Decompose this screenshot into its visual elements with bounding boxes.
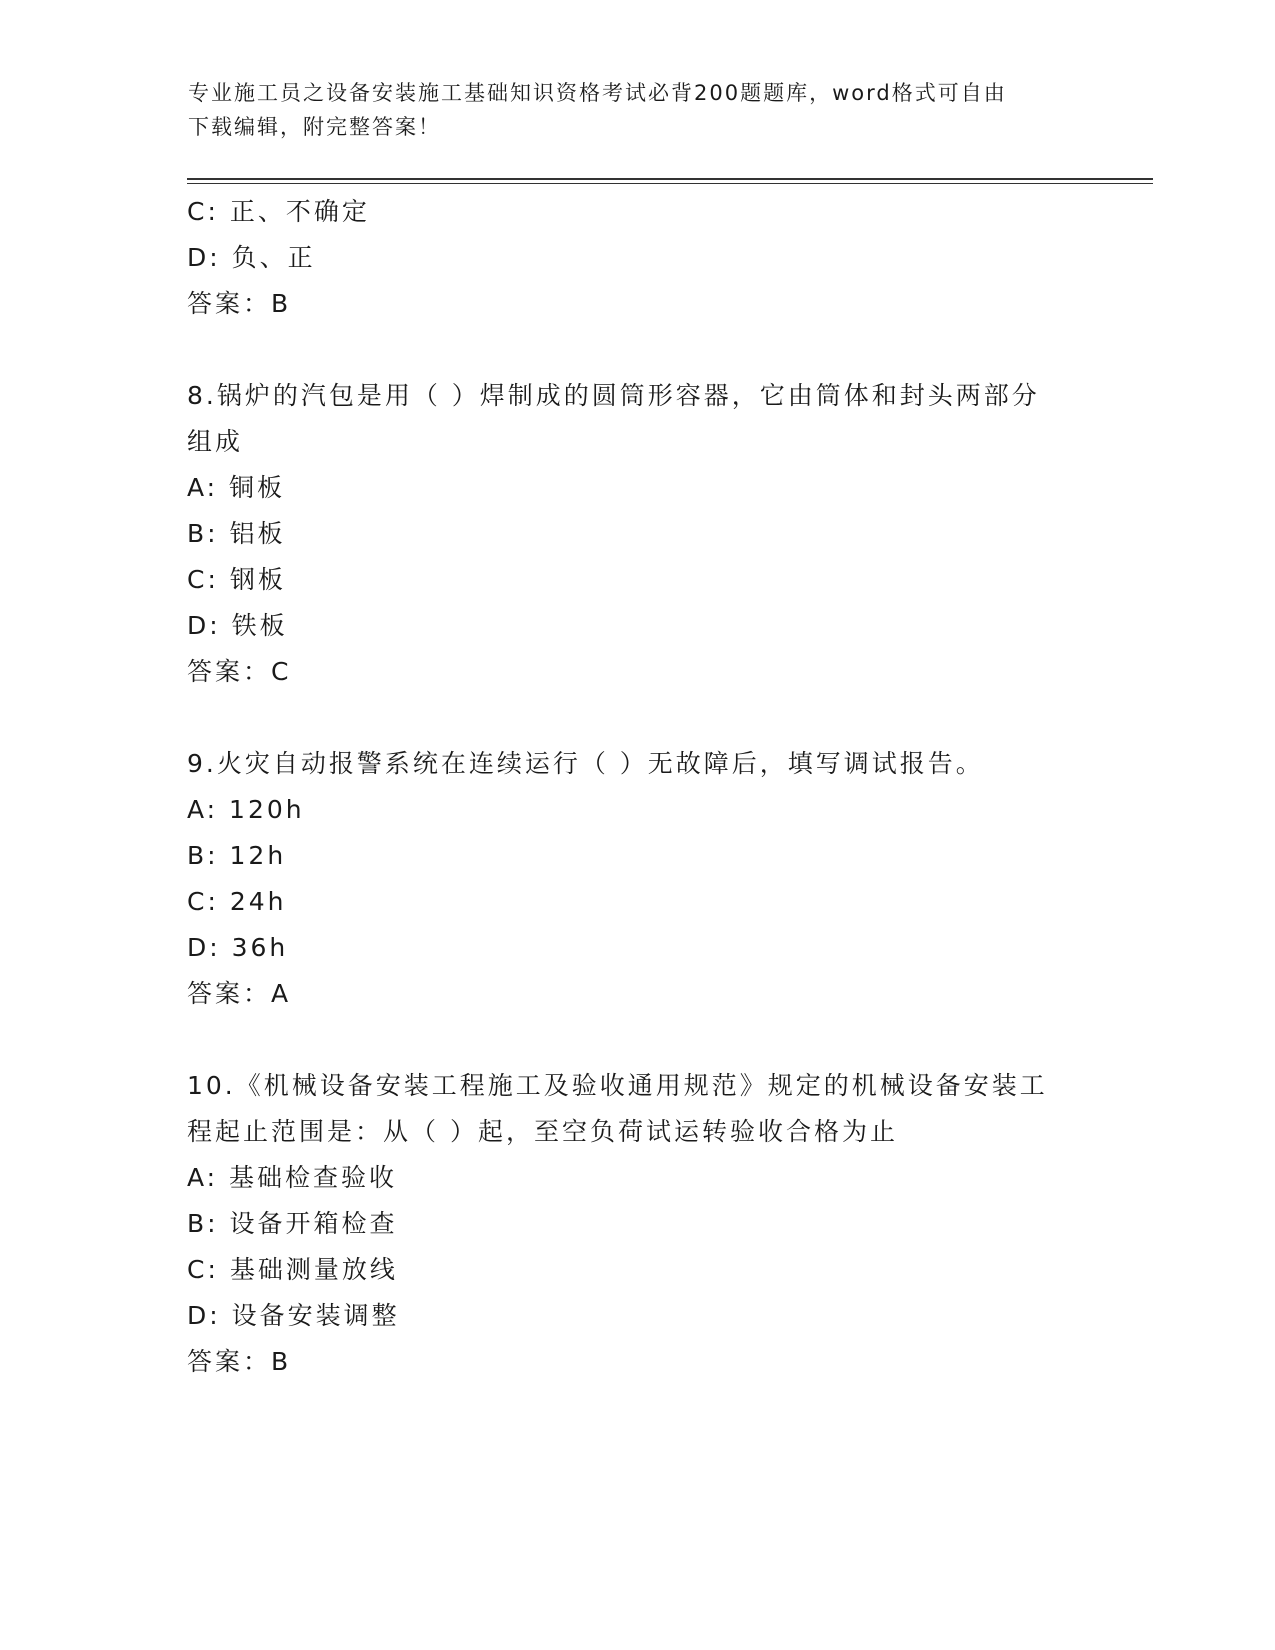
q9-stem-line-1: 9.火灾自动报警系统在连续运行（ ）无故障后，填写调试报告。 <box>187 749 984 778</box>
header-rule-thick <box>187 178 1153 180</box>
q8-option-b: B: 铝板 <box>187 519 286 548</box>
q7-option-c: C: 正、不确定 <box>187 197 370 226</box>
q10-stem-line-1: 10.《机械设备安装工程施工及验收通用规范》规定的机械设备安装工 <box>187 1071 1048 1100</box>
q9-option-a: A: 120h <box>187 795 305 824</box>
q10-option-d: D: 设备安装调整 <box>187 1301 400 1330</box>
q8-option-a: A: 铜板 <box>187 473 286 502</box>
question-content <box>187 189 1087 1385</box>
q8-stem-line-2: 组成 <box>187 427 244 456</box>
q8-answer: 答案：C <box>187 657 292 686</box>
q9-option-c: C: 24h <box>187 887 287 916</box>
q10-option-b: B: 设备开箱检查 <box>187 1209 398 1238</box>
q9-option-b: B: 12h <box>187 841 287 870</box>
document-header <box>188 76 1088 144</box>
q9-option-d: D: 36h <box>187 933 289 962</box>
q10-option-c: C: 基础测量放线 <box>187 1255 398 1284</box>
q8-stem-line-1: 8.锅炉的汽包是用（ ）焊制成的圆筒形容器，它由筒体和封头两部分 <box>187 381 1040 410</box>
header-line-1: 专业施工员之设备安装施工基础知识资格考试必背200题题库，word格式可自由 <box>188 81 1007 105</box>
q7-answer: 答案：B <box>187 289 292 318</box>
q10-option-a: A: 基础检查验收 <box>187 1163 398 1192</box>
q9-answer: 答案：A <box>187 979 292 1008</box>
q10-stem-line-2: 程起止范围是：从（ ）起，至空负荷试运转验收合格为止 <box>187 1117 898 1146</box>
q8-option-d: D: 铁板 <box>187 611 288 640</box>
header-rule-thin <box>187 183 1153 184</box>
q8-option-c: C: 钢板 <box>187 565 286 594</box>
header-line-2: 下载编辑，附完整答案！ <box>188 115 441 139</box>
q10-answer: 答案：B <box>187 1347 292 1376</box>
q7-option-d: D: 负、正 <box>187 243 316 272</box>
